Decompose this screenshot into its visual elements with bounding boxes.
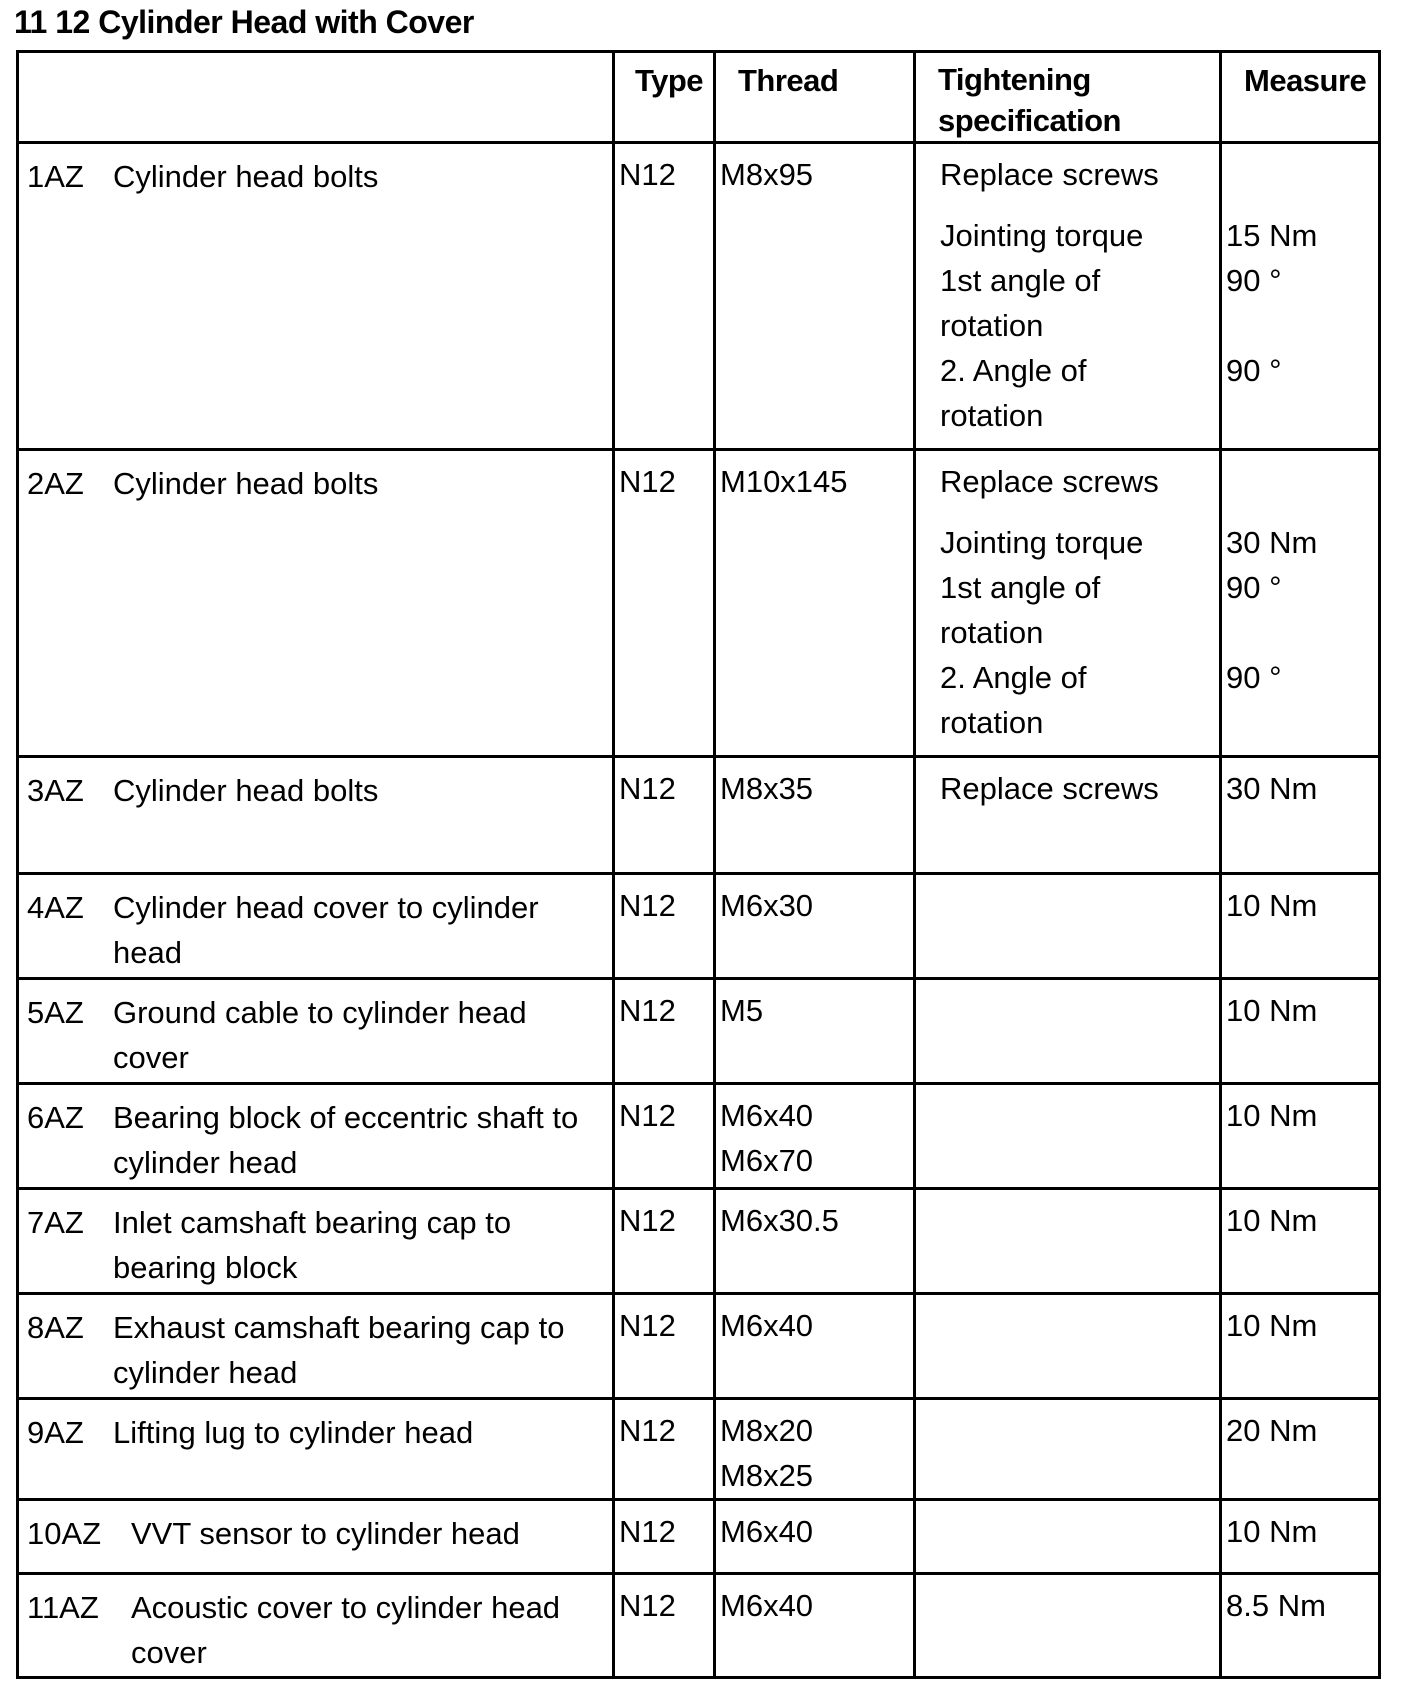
measure-value: 10 Nm: [1226, 1098, 1318, 1133]
measure-value: 30 Nm: [1226, 525, 1318, 560]
tightening-spec-line: rotation: [940, 705, 1044, 740]
item-code: 8AZ: [27, 1310, 84, 1345]
table-row: [18, 757, 1380, 874]
item-cell: [18, 1189, 614, 1294]
tightening-spec-cell: [915, 143, 1221, 450]
type-cell: [614, 1084, 715, 1189]
measure-cell: [1221, 143, 1380, 450]
table-row: [18, 1500, 1380, 1574]
thread-cell: [715, 1294, 915, 1399]
item-cell: [18, 1084, 614, 1189]
item-description: Bearing block of eccentric shaft to cylinder head: [113, 1100, 579, 1180]
page-title: 11 12 Cylinder Head with Cover: [14, 4, 474, 40]
measure-value: 10 Nm: [1226, 888, 1318, 923]
thread-cell: [715, 450, 915, 757]
thread-cell: [715, 874, 915, 979]
type-cell: [614, 757, 715, 874]
type-cell: [614, 979, 715, 1084]
measure-value: [1226, 393, 1378, 438]
item-code: 9AZ: [27, 1415, 84, 1450]
tightening-spec-cell: [915, 979, 1221, 1084]
thread-cell: [715, 1500, 915, 1574]
measure-value: 90 °: [1226, 353, 1282, 388]
measure-cell: [1221, 757, 1380, 874]
item-code: 1AZ: [27, 159, 84, 194]
header-type: Type: [614, 52, 715, 143]
header-measure: Measure: [1221, 52, 1380, 143]
measure-cell: [1221, 1500, 1380, 1574]
measure-value: 30 Nm: [1226, 771, 1318, 806]
item-code: 5AZ: [27, 995, 84, 1030]
table-row: [18, 979, 1380, 1084]
table-row: [18, 1574, 1380, 1678]
table-header-row: [18, 52, 1380, 143]
tightening-spec-table: [16, 50, 1381, 1679]
item-code: 10AZ: [27, 1516, 102, 1551]
item-code: 2AZ: [27, 466, 84, 501]
measure-value: 90 °: [1226, 570, 1282, 605]
item-description: Acoustic cover to cylinder head cover: [131, 1590, 561, 1670]
measure-value: 10 Nm: [1226, 1514, 1318, 1549]
header-tightening-line-2: specification: [938, 103, 1121, 138]
tightening-spec-cell: [915, 1500, 1221, 1574]
table-row: [18, 1084, 1380, 1189]
measure-value: [1226, 459, 1378, 504]
measure-cell: [1221, 450, 1380, 757]
item-code: 4AZ: [27, 890, 84, 925]
table-body: [18, 143, 1380, 1678]
measure-value: [1226, 303, 1378, 348]
type-value: N12: [619, 1413, 676, 1448]
type-value: N12: [619, 1588, 676, 1623]
measure-value: [1226, 610, 1378, 655]
item-cell: [18, 1500, 614, 1574]
thread-cell: [715, 1084, 915, 1189]
measure-value: 90 °: [1226, 660, 1282, 695]
item-cell: [18, 757, 614, 874]
thread-cell: [715, 757, 915, 874]
tightening-spec-line: rotation: [940, 615, 1044, 650]
tightening-spec-line: 1st angle of: [940, 263, 1101, 298]
measure-value: 8.5 Nm: [1226, 1588, 1326, 1623]
item-description: Lifting lug to cylinder head: [113, 1415, 474, 1450]
item-description: Cylinder head bolts: [113, 466, 379, 501]
measure-cell: [1221, 1084, 1380, 1189]
thread-value: M6x40: [720, 1098, 814, 1133]
thread-cell: [715, 1574, 915, 1678]
tightening-spec-cell: [915, 757, 1221, 874]
type-value: N12: [619, 993, 676, 1028]
tightening-spec-line: Replace screws: [940, 464, 1159, 499]
tightening-spec-cell: [915, 874, 1221, 979]
thread-value: M6x30.5: [720, 1203, 839, 1238]
type-cell: [614, 874, 715, 979]
measure-cell: [1221, 874, 1380, 979]
type-cell: [614, 1399, 715, 1500]
measure-cell: [1221, 1294, 1380, 1399]
tightening-spec-line: Jointing torque: [940, 525, 1144, 560]
type-value: N12: [619, 1203, 676, 1238]
table-row: [18, 143, 1380, 450]
item-code: 6AZ: [27, 1100, 84, 1135]
measure-value: 10 Nm: [1226, 1203, 1318, 1238]
tightening-spec-cell: [915, 1189, 1221, 1294]
table-row: [18, 1294, 1380, 1399]
measure-value: [1226, 700, 1378, 745]
tightening-spec-line: Replace screws: [940, 157, 1159, 192]
type-value: N12: [619, 464, 676, 499]
item-code: 3AZ: [27, 773, 84, 808]
type-value: N12: [619, 888, 676, 923]
table-row: [18, 450, 1380, 757]
thread-value: M10x145: [720, 464, 848, 499]
item-description: Cylinder head bolts: [113, 773, 379, 808]
thread-value: M6x40: [720, 1308, 814, 1343]
thread-cell: [715, 143, 915, 450]
type-value: N12: [619, 1308, 676, 1343]
tightening-spec-cell: [915, 450, 1221, 757]
type-cell: [614, 450, 715, 757]
tightening-spec-line: rotation: [940, 398, 1044, 433]
item-cell: [18, 874, 614, 979]
thread-cell: [715, 1399, 915, 1500]
measure-cell: [1221, 1189, 1380, 1294]
thread-value: M8x20: [720, 1413, 814, 1448]
item-code: 11AZ: [27, 1590, 99, 1625]
header-item: [18, 52, 614, 143]
thread-value: M5: [720, 993, 764, 1028]
tightening-spec-line: 2. Angle of: [940, 660, 1087, 695]
item-cell: [18, 1399, 614, 1500]
item-description: VVT sensor to cylinder head: [131, 1516, 520, 1551]
type-value: N12: [619, 771, 676, 806]
tightening-spec-line: Replace screws: [940, 771, 1159, 806]
measure-cell: [1221, 979, 1380, 1084]
type-cell: [614, 143, 715, 450]
type-value: N12: [619, 1514, 676, 1549]
table-row: [18, 1189, 1380, 1294]
measure-value: 90 °: [1226, 263, 1282, 298]
measure-value: 10 Nm: [1226, 1308, 1318, 1343]
type-cell: [614, 1574, 715, 1678]
tightening-spec-cell: [915, 1294, 1221, 1399]
tightening-spec-cell: [915, 1399, 1221, 1500]
measure-value: [1226, 152, 1378, 197]
header-tightening-specification: [915, 52, 1221, 143]
table-row: [18, 874, 1380, 979]
thread-value: M8x95: [720, 157, 814, 192]
item-cell: [18, 450, 614, 757]
tightening-spec-line: Jointing torque: [940, 218, 1144, 253]
tightening-spec-cell: [915, 1574, 1221, 1678]
item-cell: [18, 1294, 614, 1399]
type-cell: [614, 1189, 715, 1294]
measure-cell: [1221, 1574, 1380, 1678]
item-description: Ground cable to cylinder head cover: [113, 995, 527, 1075]
item-cell: [18, 143, 614, 450]
item-cell: [18, 1574, 614, 1678]
type-value: N12: [619, 1098, 676, 1133]
thread-value: M8x25: [720, 1458, 814, 1493]
header-tightening-line-1: Tightening: [938, 62, 1091, 97]
header-thread: Thread: [715, 52, 915, 143]
tightening-spec-line: 2. Angle of: [940, 353, 1087, 388]
item-code: 7AZ: [27, 1205, 84, 1240]
thread-cell: [715, 979, 915, 1084]
item-description: Inlet camshaft bearing cap to bearing block: [113, 1205, 512, 1285]
item-description: Cylinder head cover to cylinder head: [113, 890, 539, 970]
tightening-spec-line: 1st angle of: [940, 570, 1101, 605]
measure-value: 15 Nm: [1226, 218, 1318, 253]
type-cell: [614, 1500, 715, 1574]
thread-value: M8x35: [720, 771, 814, 806]
tightening-spec-cell: [915, 1084, 1221, 1189]
type-cell: [614, 1294, 715, 1399]
tightening-spec-line: rotation: [940, 308, 1044, 343]
measure-value: 10 Nm: [1226, 993, 1318, 1028]
item-description: Exhaust camshaft bearing cap to cylinder head: [113, 1310, 565, 1390]
thread-cell: [715, 1189, 915, 1294]
item-cell: [18, 979, 614, 1084]
thread-value: M6x40: [720, 1588, 814, 1623]
measure-cell: [1221, 1399, 1380, 1500]
thread-value: M6x70: [720, 1143, 814, 1178]
measure-value: 20 Nm: [1226, 1413, 1318, 1448]
type-value: N12: [619, 157, 676, 192]
item-description: Cylinder head bolts: [113, 159, 379, 194]
thread-value: M6x40: [720, 1514, 814, 1549]
thread-value: M6x30: [720, 888, 814, 923]
table-row: [18, 1399, 1380, 1500]
